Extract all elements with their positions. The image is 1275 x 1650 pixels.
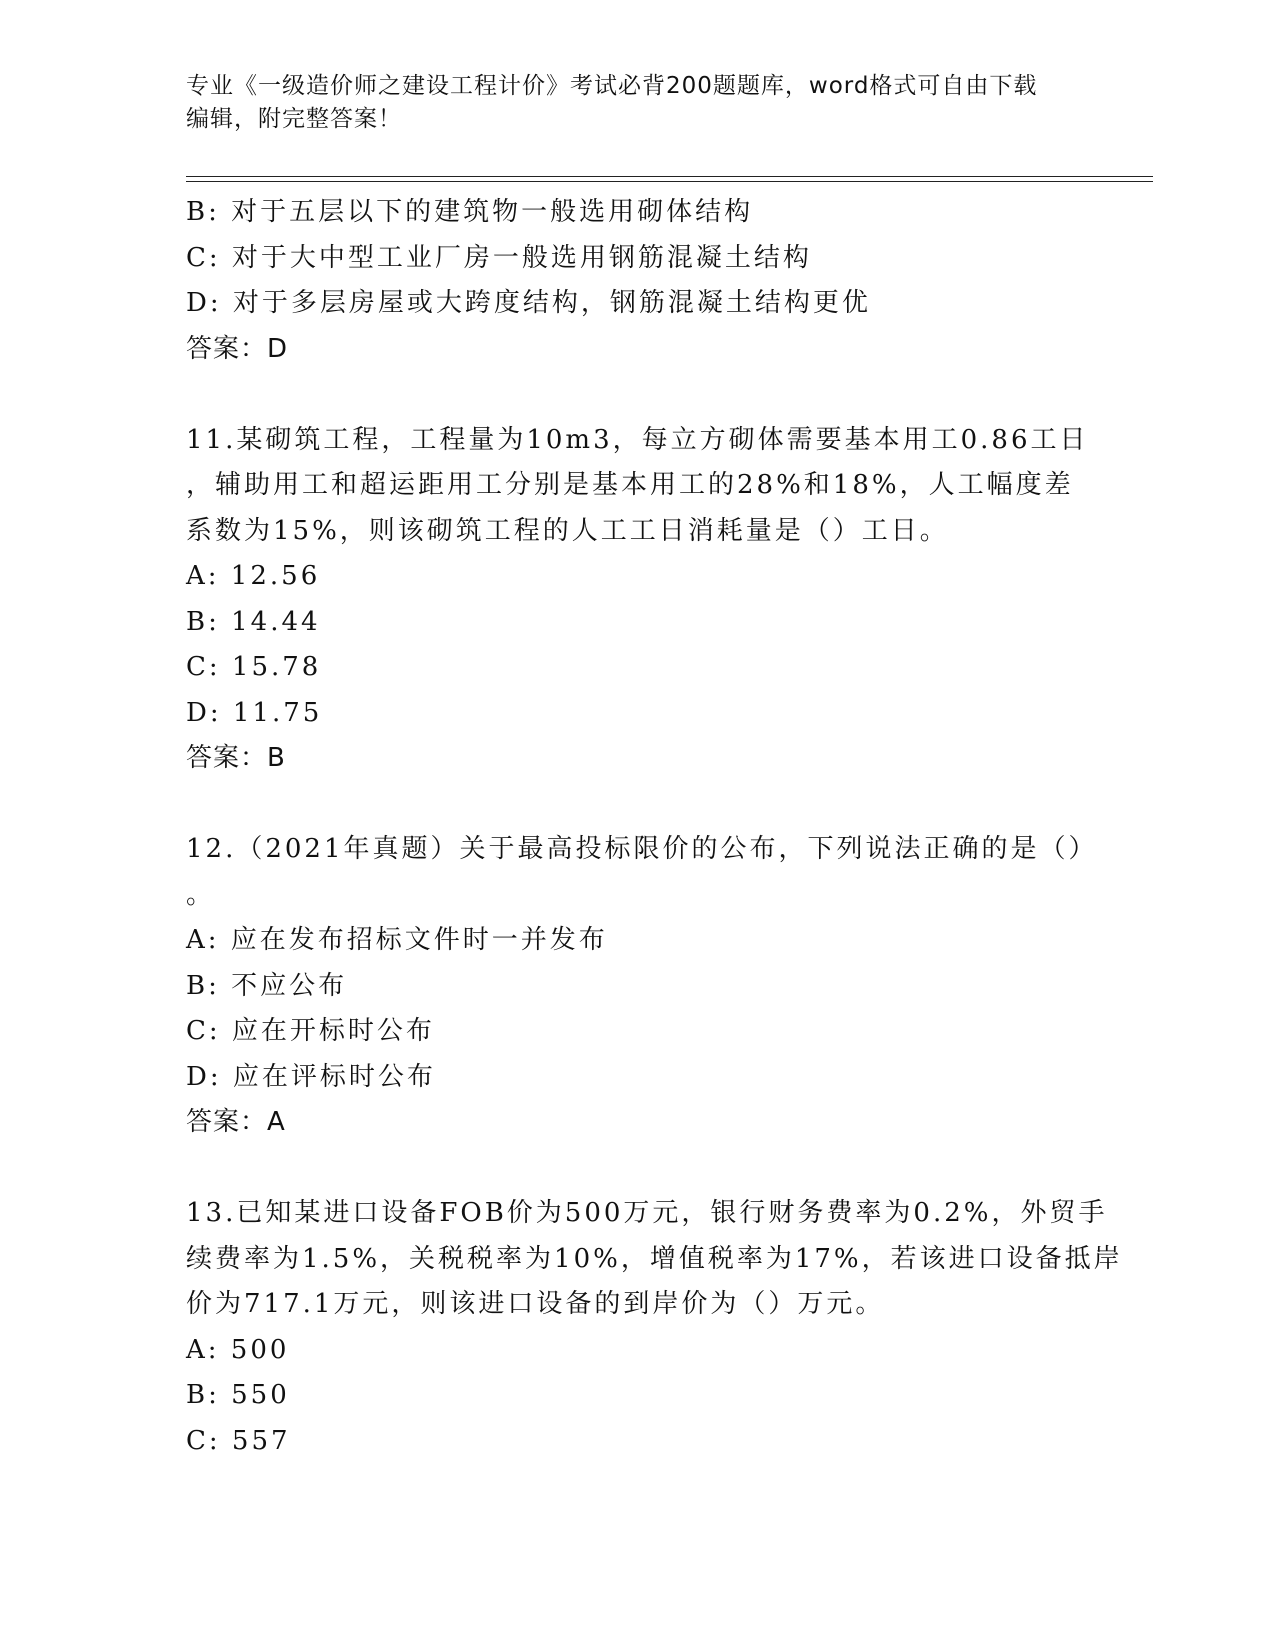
document-header (186, 70, 1086, 136)
option-a: A: 12.56 (186, 561, 321, 591)
question-text-line: 续费率为1.5%，关税税率为10%，增值税率为17%，若该进口设备抵岸 (186, 1243, 1123, 1274)
option-a: A: 500 (186, 1334, 290, 1365)
question-text-line: 11.某砌筑工程，工程量为10m3，每立方砌体需要基本用工0.86工日 (186, 424, 1089, 455)
question-13 (186, 1191, 1123, 1464)
question-11 (186, 418, 1089, 782)
spacer (186, 372, 1086, 418)
question-text-line: 12.（2021年真题）关于最高投标限价的公布，下列说法正确的是（） (186, 834, 1098, 864)
header-line-2: 编辑，附完整答案！ (186, 106, 402, 132)
option-c: C: 对于大中型工业厂房一般选用钢筋混凝土结构 (186, 242, 812, 273)
option-d: D: 应在评标时公布 (186, 1061, 436, 1092)
spacer (186, 782, 1086, 828)
option-c: C: 15.78 (186, 652, 322, 682)
option-c: C: 应在开标时公布 (186, 1016, 435, 1046)
option-c: C: 557 (186, 1425, 291, 1456)
question-10-continued (186, 190, 1086, 372)
answer-line: 答案：D (186, 333, 289, 364)
option-b: B: 550 (186, 1380, 290, 1410)
question-12 (186, 827, 1098, 1146)
header-divider-bottom (186, 181, 1153, 182)
question-list (186, 190, 1123, 1464)
question-text-line: 价为717.1万元，则该进口设备的到岸价为（）万元。 (186, 1289, 885, 1319)
answer-line: 答案：A (186, 1107, 286, 1137)
option-a: A: 应在发布招标文件时一并发布 (186, 925, 608, 955)
question-text-line: 。 (186, 879, 216, 910)
answer-line: 答案：B (186, 743, 286, 773)
question-text-line: 系数为15%，则该砌筑工程的人工工日消耗量是（）工日。 (186, 515, 949, 546)
question-text-line: ，辅助用工和超运距用工分别是基本用工的28%和18%，人工幅度差 (186, 470, 1074, 500)
header-divider-top (186, 176, 1153, 177)
option-d: D: 对于多层房屋或大跨度结构，钢筋混凝土结构更优 (186, 288, 871, 318)
question-text-line: 13.已知某进口设备FOB价为500万元，银行财务费率为0.2%，外贸手 (186, 1198, 1108, 1228)
option-b: B: 14.44 (186, 606, 321, 637)
spacer (186, 1146, 1086, 1192)
option-b: B: 不应公布 (186, 970, 348, 1001)
option-d: D: 11.75 (186, 697, 323, 728)
header-line-1: 专业《一级造价师之建设工程计价》考试必背200题题库，word格式可自由下载 (186, 73, 1038, 99)
option-b: B: 对于五层以下的建筑物一般选用砌体结构 (186, 197, 754, 227)
